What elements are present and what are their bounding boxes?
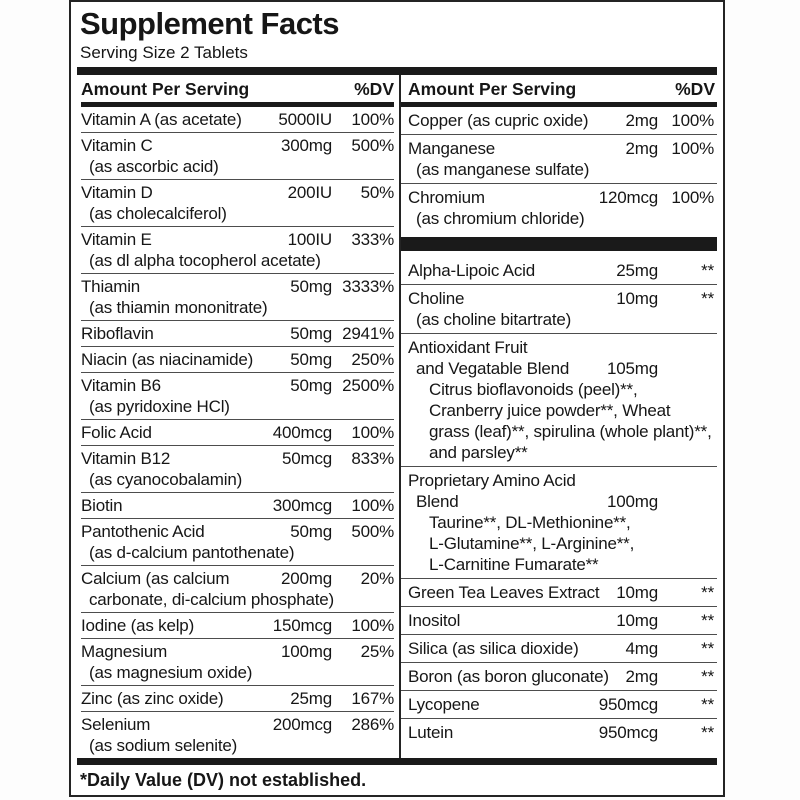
nutrient-dv: 100% (671, 138, 714, 158)
nutrient-row (81, 107, 394, 133)
nutrient-dv: 100% (671, 187, 714, 207)
nutrient-name: Inositol (408, 610, 461, 630)
nutrient-source: (as cyanocobalamin) (89, 469, 243, 489)
nutrient-source: (as ascorbic acid) (89, 156, 219, 176)
nutrient-source: (as d-calcium pantothenate) (89, 542, 295, 562)
separator-bar-bottom (77, 758, 717, 766)
nutrient-dv: 100% (351, 109, 394, 129)
separator-bar-top (77, 67, 717, 75)
nutrient-source: (as pyridoxine HCl) (89, 396, 230, 416)
nutrient-name: Lutein (408, 722, 454, 742)
blend-ingredient: Taurine**, DL-Methionine**, (429, 512, 631, 532)
nutrient-dv: ** (701, 260, 714, 280)
nutrient-dv: 25% (360, 641, 394, 661)
nutrient-amount: 50mg (290, 276, 332, 296)
nutrient-source: (as chromium chloride) (416, 208, 585, 228)
nutrient-name: Alpha-Lipoic Acid (408, 260, 536, 280)
nutrient-dv: 500% (351, 521, 394, 541)
nutrient-amount: 950mcg (598, 694, 658, 714)
nutrient-row (401, 107, 717, 135)
nutrient-row (81, 712, 394, 758)
nutrient-row (81, 321, 394, 347)
nutrient-name: Riboflavin (81, 323, 154, 343)
nutrient-row (81, 686, 394, 712)
separator-bar-mid (401, 237, 717, 251)
nutrient-name: Zinc (as zinc oxide) (81, 688, 224, 708)
nutrient-amount: 300mcg (272, 495, 332, 515)
nutrient-name: Green Tea Leaves Extract (408, 582, 600, 602)
nutrient-name: Pantothenic Acid (81, 521, 205, 541)
nutrient-source: carbonate, di-calcium phosphate) (89, 589, 334, 609)
nutrient-dv: ** (701, 694, 714, 714)
nutrient-source: (as cholecalciferol) (89, 203, 227, 223)
nutrient-dv: 100% (351, 495, 394, 515)
nutrient-row (401, 135, 717, 184)
nutrient-dv: ** (701, 638, 714, 658)
header-amount-per-serving: Amount Per Serving (81, 78, 250, 99)
nutrient-amount: 25mg (290, 688, 332, 708)
label-title: Supplement Facts (80, 6, 339, 41)
nutrient-row (81, 493, 394, 519)
nutrient-row (401, 635, 717, 663)
column-left-header (81, 75, 394, 102)
nutrient-dv: 2941% (342, 323, 394, 343)
column-right (399, 75, 717, 758)
footnote: *Daily Value (DV) not established. (80, 770, 367, 790)
nutrient-amount: 200mcg (272, 714, 332, 734)
column-right-header (401, 75, 717, 102)
nutrient-source: (as thiamin mononitrate) (89, 297, 268, 317)
nutrient-dv: 50% (360, 182, 394, 202)
nutrient-source: (as dl alpha tocopherol acetate) (89, 250, 321, 270)
nutrient-row (81, 519, 394, 566)
nutrient-row (81, 347, 394, 373)
nutrient-name: Selenium (81, 714, 151, 734)
header-percent-dv: %DV (675, 78, 715, 99)
nutrient-amount: 100mg (281, 641, 332, 661)
nutrient-dv: 3333% (342, 276, 394, 296)
supplement-facts-label (69, 0, 725, 797)
nutrient-row (401, 691, 717, 719)
nutrient-amount: 10mg (616, 610, 658, 630)
nutrient-name: Chromium (408, 187, 485, 207)
nutrient-row (401, 285, 717, 334)
nutrient-source: (as sodium selenite) (89, 735, 238, 755)
blend-ingredient: L-Carnitine Fumarate** (429, 554, 599, 574)
nutrient-row (401, 257, 717, 285)
nutrient-dv: ** (701, 582, 714, 602)
nutrient-amount: 50mg (290, 375, 332, 395)
nutrient-row (81, 227, 394, 274)
nutrient-name: Folic Acid (81, 422, 152, 442)
nutrient-source: (as magnesium oxide) (89, 662, 253, 682)
nutrient-row (81, 420, 394, 446)
nutrient-dv: ** (701, 722, 714, 742)
nutrient-row (81, 133, 394, 180)
serving-size: Serving Size 2 Tablets (80, 43, 248, 62)
nutrient-blend-row (401, 334, 717, 467)
blend-ingredient: and parsley** (429, 442, 528, 462)
nutrient-row (81, 566, 394, 613)
nutrient-amount: 10mg (616, 582, 658, 602)
nutrient-name: Vitamin E (81, 229, 152, 249)
blend-ingredient: grass (leaf)**, spirulina (whole plant)**, (429, 421, 712, 441)
nutrient-amount: 105mg (607, 358, 658, 378)
nutrient-dv: ** (701, 666, 714, 686)
nutrient-name: Vitamin A (as acetate) (81, 109, 242, 129)
nutrient-amount: 300mg (281, 135, 332, 155)
nutrient-row (401, 719, 717, 746)
nutrient-amount: 5000IU (278, 109, 332, 129)
nutrient-name: Manganese (408, 138, 496, 158)
nutrient-amount: 10mg (616, 288, 658, 308)
nutrient-amount: 50mcg (281, 448, 332, 468)
nutrient-dv: 100% (671, 110, 714, 130)
nutrient-dv: 333% (351, 229, 394, 249)
nutrient-row (81, 639, 394, 686)
nutrient-row (401, 579, 717, 607)
nutrient-dv: 20% (360, 568, 394, 588)
nutrient-row (81, 180, 394, 227)
nutrient-name: Niacin (as niacinamide) (81, 349, 254, 369)
column-left (77, 75, 399, 758)
nutrient-amount: 120mcg (598, 187, 658, 207)
nutrient-amount: 100mg (607, 491, 658, 511)
blend-name: Proprietary Amino Acid (408, 470, 576, 490)
nutrient-source: (as choline bitartrate) (416, 309, 572, 329)
nutrient-name: Vitamin B6 (81, 375, 161, 395)
nutrient-amount: 50mg (290, 521, 332, 541)
blend-ingredient: Cranberry juice powder**, Wheat (429, 400, 671, 420)
nutrient-amount: 150mcg (272, 615, 332, 635)
nutrient-dv: ** (701, 288, 714, 308)
nutrient-row (81, 446, 394, 493)
nutrient-amount: 50mg (290, 323, 332, 343)
nutrient-dv: 100% (351, 615, 394, 635)
nutrient-amount: 4mg (625, 638, 658, 658)
nutrient-amount: 50mg (290, 349, 332, 369)
nutrient-amount: 2mg (625, 110, 658, 130)
nutrient-amount: 25mg (616, 260, 658, 280)
nutrient-name: Vitamin D (81, 182, 153, 202)
header-percent-dv: %DV (354, 78, 394, 99)
blend-name-line2: Blend (416, 491, 459, 511)
nutrient-row (81, 373, 394, 420)
header-amount-per-serving: Amount Per Serving (408, 78, 577, 99)
nutrient-row (401, 184, 717, 232)
nutrient-name: Boron (as boron gluconate) (408, 666, 609, 686)
nutrient-amount: 200mg (281, 568, 332, 588)
nutrient-amount: 2mg (625, 666, 658, 686)
nutrient-name: Biotin (81, 495, 123, 515)
nutrient-dv: 286% (351, 714, 394, 734)
blend-ingredient: L-Glutamine**, L-Arginine**, (429, 533, 635, 553)
nutrient-name: Copper (as cupric oxide) (408, 110, 589, 130)
nutrient-dv: ** (701, 610, 714, 630)
blend-ingredient: Citrus bioflavonoids (peel)**, (429, 379, 638, 399)
nutrient-name: Lycopene (408, 694, 480, 714)
nutrient-name: Magnesium (81, 641, 168, 661)
nutrient-dv: 500% (351, 135, 394, 155)
nutrient-name: Choline (408, 288, 465, 308)
nutrient-name: Iodine (as kelp) (81, 615, 195, 635)
nutrient-name: Thiamin (81, 276, 141, 296)
nutrient-amount: 2mg (625, 138, 658, 158)
blend-name-line2: and Vegatable Blend (416, 358, 570, 378)
nutrient-blend-row (401, 467, 717, 579)
nutrient-row (81, 274, 394, 321)
nutrient-name: Vitamin B12 (81, 448, 171, 468)
columns (77, 75, 717, 758)
nutrient-dv: 250% (351, 349, 394, 369)
blend-name: Antioxidant Fruit (408, 337, 528, 357)
nutrient-row (401, 663, 717, 691)
nutrient-amount: 400mcg (272, 422, 332, 442)
nutrient-row (81, 613, 394, 639)
nutrient-name: Silica (as silica dioxide) (408, 638, 579, 658)
nutrient-amount: 950mcg (598, 722, 658, 742)
nutrient-source: (as manganese sulfate) (416, 159, 590, 179)
nutrient-amount: 100IU (287, 229, 332, 249)
nutrient-name: Calcium (as calcium (81, 568, 230, 588)
nutrient-dv: 833% (351, 448, 394, 468)
nutrient-amount: 200IU (287, 182, 332, 202)
nutrient-row (401, 607, 717, 635)
nutrient-dv: 167% (351, 688, 394, 708)
nutrient-dv: 100% (351, 422, 394, 442)
nutrient-dv: 2500% (342, 375, 394, 395)
nutrient-name: Vitamin C (81, 135, 153, 155)
